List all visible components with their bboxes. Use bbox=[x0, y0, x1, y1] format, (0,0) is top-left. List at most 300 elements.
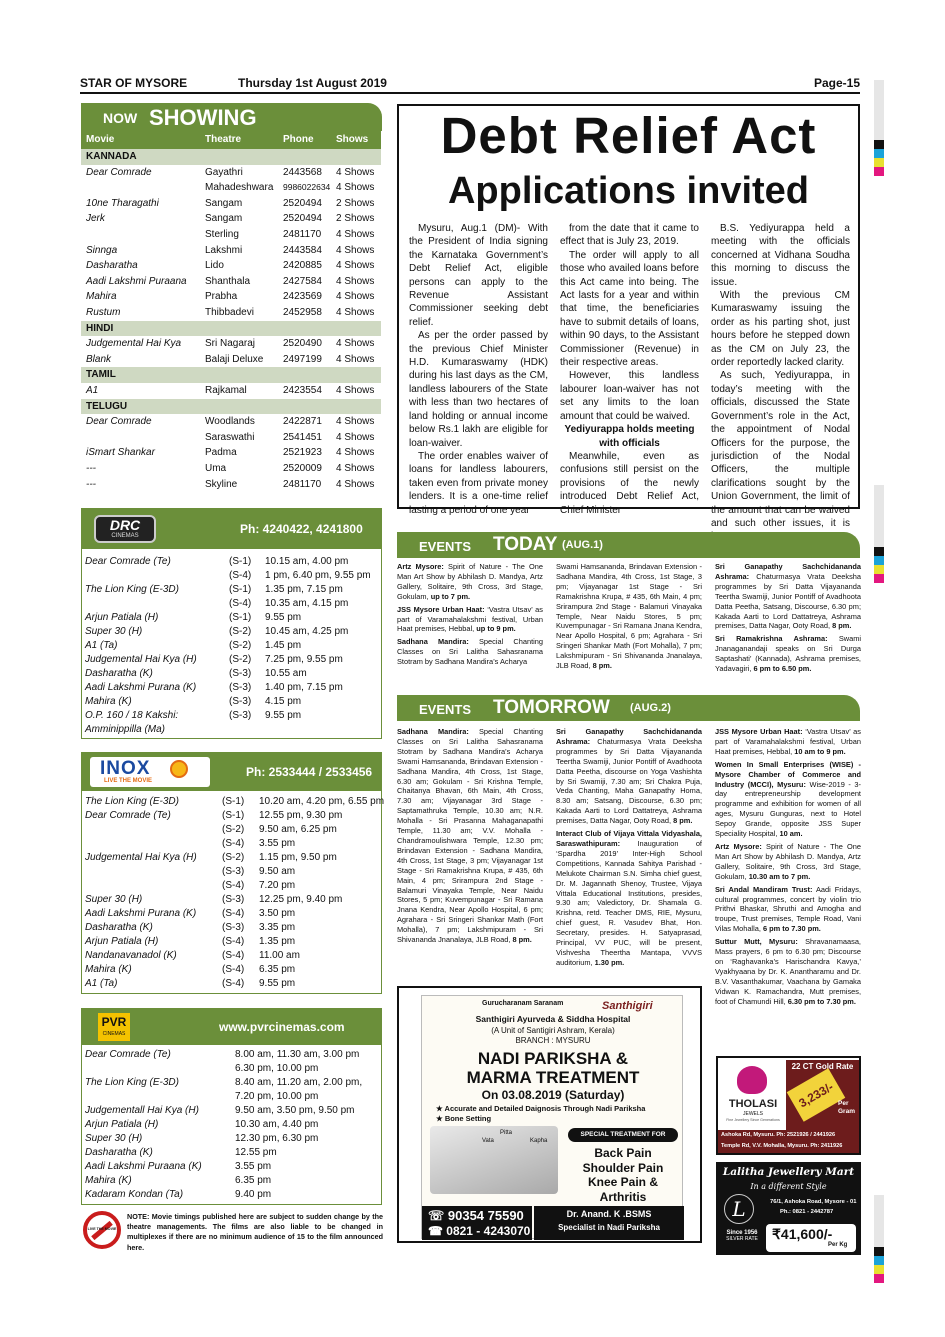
screen-number: (S-3) bbox=[222, 866, 245, 877]
registration-strip bbox=[874, 1274, 884, 1283]
theatre-phone: 2520494 bbox=[283, 213, 322, 225]
event-organizer: Artz Mysore: bbox=[715, 841, 762, 851]
movie-name: Dear Comrade bbox=[86, 416, 152, 428]
registration-strip bbox=[874, 574, 884, 583]
schedule-row bbox=[82, 667, 381, 681]
show-times: 12.30 pm, 6.30 pm bbox=[235, 1133, 319, 1144]
event-organizer: Suttur Mutt, Mysuru: bbox=[715, 937, 798, 947]
events-tomorrow-title-big: TOMORROW bbox=[493, 697, 610, 718]
lalitha-tag: In a different Style bbox=[750, 1182, 827, 1191]
show-times: 9.55 pm bbox=[259, 978, 296, 989]
headline-sub: Applications invited bbox=[447, 170, 810, 212]
screen-number: (S-4) bbox=[229, 598, 252, 609]
movie-name: Dasharatha bbox=[86, 260, 138, 272]
schedule-row bbox=[82, 1146, 381, 1160]
screen-number: (S-3) bbox=[229, 668, 252, 679]
movie-name: Rustum bbox=[86, 307, 121, 318]
schedule-row bbox=[82, 1174, 381, 1188]
note-panel bbox=[81, 1209, 382, 1253]
show-times: 10.45 am, 4.25 pm bbox=[265, 626, 349, 637]
screen-number: (S-3) bbox=[229, 682, 252, 693]
event-listing bbox=[397, 562, 543, 602]
screen-number: (S-3) bbox=[229, 710, 252, 721]
schedule-row bbox=[82, 1062, 381, 1076]
event-organizer: Sadhana Mandira: bbox=[397, 637, 469, 647]
show-times: 6.35 pm bbox=[259, 964, 296, 975]
movie-name: Arjun Patiala (H) bbox=[85, 612, 159, 623]
show-count: 4 Shows bbox=[336, 478, 375, 490]
event-time: 6 pm to 7.30 pm. bbox=[762, 924, 821, 934]
article-box bbox=[397, 104, 860, 529]
now-showing-header bbox=[81, 103, 382, 131]
show-count: 4 Shows bbox=[336, 166, 375, 178]
col-shows-header: Shows bbox=[336, 134, 369, 145]
theatre-name: Woodlands bbox=[205, 416, 255, 428]
drc-cinemas-box bbox=[81, 508, 382, 739]
ad-title-2: MARMA TREATMENT bbox=[466, 1068, 640, 1087]
schedule-row bbox=[82, 569, 381, 583]
event-listing bbox=[556, 727, 702, 826]
event-details: Special Chanting Classes on Sri Lalitha Sahasranama Stotram by Sadhana Mandira’s Acharya Swami Hamsananda, Brindavan Extension - Sadhana Mandira, 4th Cross, 1st Stage, 6.30 am; Gokulam - Sri Krishna Temple, Chaitanya Bhavan, 6th Main, 4th Cross, 7.30 am; Vijayanagar 3rd Stage - Saptamathruka Temple, 10.30 am; N.R. Mohalla - Sri Prasanna Mahaganapathi Temple, 11.30 am; V.V. Mohalla - Chandramoulishwara Temple, 12.30 pm; Brindavan Extension - Sadhana Mandira, 4th Cross, 1st Stage, 3 pm; Vijayanagar 1st Stage - Sri Ramakrishna Krupa, # 435, 6th Main, 4 pm; Srirampura 2nd Stage - Balamuri Vinayaka Temple, Near Naidu Stores, 5 pm; Kuvempunagar - Sri Ramana Jnana Kendra, Near Apollo Hospital, 6 pm; Agrahara - Sri Sringeri Shankar Math (Fort Mohalla), 7 pm; Lakshmipuram - Sri Shivananda Jnanalaya, JLB Road, bbox=[397, 727, 543, 945]
pvr-header bbox=[82, 1009, 381, 1045]
events-today-column-3 bbox=[715, 562, 861, 677]
tholasi-tag: Fine Jewellery Since Generations bbox=[726, 1118, 780, 1122]
movie-name: Judgementall Hai Kya (H) bbox=[85, 1105, 199, 1116]
ad-label-kapha: Kapha bbox=[530, 1138, 548, 1144]
theatre-phone: 2423569 bbox=[283, 291, 322, 303]
show-count: 4 Shows bbox=[336, 260, 375, 272]
issue-date: Thursday 1st August 2019 bbox=[238, 76, 387, 90]
table-row bbox=[81, 477, 381, 493]
tholasi-rate-title: 22 CT Gold Rate bbox=[791, 1062, 854, 1071]
schedule-row bbox=[82, 653, 381, 667]
event-listing bbox=[715, 760, 861, 839]
lalitha-ad bbox=[716, 1162, 861, 1255]
lalitha-monogram-icon: L bbox=[724, 1194, 754, 1224]
event-organizer: JSS Mysore Urban Haat: bbox=[715, 727, 803, 736]
schedule-row bbox=[82, 963, 381, 977]
theatre-name: Rajkamal bbox=[205, 385, 247, 396]
movie-name: Jerk bbox=[86, 213, 105, 225]
table-row bbox=[81, 430, 381, 446]
article-paragraph: Mysuru, Aug.1 (DM)- With the President of India signing the Karnataka Government’s Debt Relief Act, eligible persons can apply to the Revenue Assistant Commissioner seeking debt relief. bbox=[409, 223, 548, 328]
movie-name: Judgemental Hai Kya (H) bbox=[85, 852, 197, 863]
event-organizer: JSS Mysore Urban Haat: bbox=[397, 604, 485, 614]
registration-strip bbox=[874, 80, 884, 140]
ad-label-pitta: Pitta bbox=[500, 1130, 513, 1136]
theatre-name: Sterling bbox=[205, 229, 239, 240]
movie-name: Dear Comrade (Te) bbox=[85, 1049, 171, 1060]
theatre-phone: 2427584 bbox=[283, 275, 322, 287]
schedule-row bbox=[82, 1048, 381, 1062]
ad-brand: Santhigiri bbox=[602, 1000, 653, 1012]
table-row bbox=[81, 274, 381, 290]
movie-name: Amminippilla (Ma) bbox=[85, 724, 166, 735]
event-organizer: Artz Mysore: bbox=[397, 562, 444, 571]
lalitha-address: 76/1, Ashoka Road, Mysore - 01 bbox=[770, 1199, 857, 1205]
schedule-row bbox=[82, 1104, 381, 1118]
event-time: up to 9 pm. bbox=[476, 624, 516, 634]
schedule-row bbox=[82, 851, 381, 865]
events-tomorrow-header bbox=[397, 695, 860, 721]
no-entry-icon bbox=[83, 1211, 121, 1249]
theatre-name: Lido bbox=[205, 260, 224, 272]
article-paragraph: With the previous CM Kumaraswamy issuing the order as his parting shot, just hours before he stepped down as the CM on July 23, the order reportedly lacked clarity. bbox=[711, 290, 850, 369]
screen-number: (S-4) bbox=[222, 880, 245, 891]
table-row bbox=[81, 258, 381, 274]
theatre-name: Shanthala bbox=[205, 275, 251, 287]
movie-name: The Lion King (E-3D) bbox=[85, 584, 179, 595]
table-row bbox=[81, 305, 381, 321]
event-time: up to 7 pm. bbox=[430, 591, 471, 601]
table-row bbox=[81, 243, 381, 259]
ad-top-line: Gurucharanam Saranam bbox=[482, 1000, 564, 1007]
screen-number: (S-1) bbox=[229, 612, 252, 623]
theatre-phone: 2481170 bbox=[283, 229, 322, 240]
screen-number: (S-4) bbox=[229, 570, 252, 581]
ad-phone-box bbox=[422, 1206, 532, 1240]
events-tomorrow-column-1 bbox=[397, 727, 543, 948]
schedule-row bbox=[82, 681, 381, 695]
ad-special-label: SPECIAL TREATMENT FOR bbox=[568, 1128, 678, 1142]
col-phone-header: Phone bbox=[283, 134, 314, 145]
article-column-3 bbox=[711, 222, 850, 544]
tholasi-logo bbox=[720, 1060, 786, 1130]
lalitha-per: Per Kg bbox=[828, 1242, 848, 1248]
table-row bbox=[81, 352, 381, 368]
inox-header bbox=[82, 753, 381, 791]
movie-name: Kadaram Kondan (Ta) bbox=[85, 1189, 184, 1200]
schedule-row bbox=[82, 907, 381, 921]
screen-number: (S-2) bbox=[222, 824, 245, 835]
tholasi-addr-2: Temple Rd, V.V. Mohalla, Mysuru. Ph: 2411926 bbox=[721, 1143, 843, 1149]
events-today-column-1 bbox=[397, 562, 543, 670]
lalitha-since: Since 1956 bbox=[726, 1230, 758, 1236]
lalitha-brand: Lalitha Jewellery Mart bbox=[722, 1166, 855, 1178]
category-row bbox=[81, 399, 381, 415]
registration-strip bbox=[874, 565, 884, 574]
event-listing bbox=[715, 562, 861, 631]
col-movie-header: Movie bbox=[86, 134, 115, 145]
show-count: 2 Shows bbox=[336, 197, 375, 209]
category-label: TAMIL bbox=[86, 369, 116, 381]
event-details: Special Chanting Classes on Sri Lalitha Sahasranama Stotram by Sadhana Mandira’s Acharya bbox=[397, 637, 543, 667]
santhigiri-ad-inner bbox=[421, 995, 683, 1239]
schedule-row bbox=[82, 1118, 381, 1132]
col-theatre-header: Theatre bbox=[205, 134, 242, 145]
show-count: 4 Shows bbox=[336, 229, 375, 240]
drc-logo-text: DRC bbox=[109, 517, 141, 533]
theatre-name: Sangam bbox=[205, 213, 243, 225]
table-row bbox=[81, 289, 381, 305]
registration-strip bbox=[874, 556, 884, 565]
movie-name: A1 (Ta) bbox=[85, 640, 118, 651]
inox-phone: Ph: 2533444 / 2533456 bbox=[246, 765, 373, 779]
lalitha-price: ₹41,600/- bbox=[772, 1226, 833, 1242]
event-details: Spirit of Nature - The One Man Art Show by Abhilash D. Mandya, Artz Gallery, Solitaire, 9th Cross, 3rd Stage, Gokulam, bbox=[715, 841, 862, 881]
show-times: 7.20 pm, 10.00 pm bbox=[235, 1091, 319, 1102]
screen-number: (S-4) bbox=[222, 950, 245, 961]
note-text: NOTE: Movie timings published here are subject to sudden change by the theatre managements. The films are also liable to be changed in multiplexes if there are no minimum audience of 15 to the film announced here. bbox=[127, 1212, 383, 1252]
schedule-row bbox=[82, 949, 381, 963]
show-count: 4 Shows bbox=[336, 447, 375, 459]
movie-name: Mahira (K) bbox=[85, 964, 132, 975]
category-row bbox=[81, 367, 381, 383]
schedule-row bbox=[82, 583, 381, 597]
movie-name: Aadi Lakshmi Puraana bbox=[86, 275, 187, 287]
movie-name: Sinnga bbox=[86, 244, 118, 256]
screen-number: (S-3) bbox=[222, 894, 245, 905]
theatre-name: Balaji Deluxe bbox=[205, 353, 264, 365]
ad-label-vata: Vata bbox=[482, 1138, 494, 1144]
show-times: 11.00 am bbox=[259, 950, 300, 961]
table-row bbox=[81, 445, 381, 461]
event-details: Swami Jnanaganandaji speaks on Sri Durga Saptashati’ (Kannada), Ashrama premises, Yadavagiri, bbox=[715, 634, 861, 674]
events-tomorrow-column-2 bbox=[556, 727, 702, 971]
movie-name: Aadi Lakshmi Purana (K) bbox=[85, 682, 197, 693]
event-organizer: Women In Small Enterprises (WISE) - Mysore Chamber of Commerce and Industry (MCCI), Mysuru: bbox=[715, 759, 861, 789]
article-column-1 bbox=[409, 222, 548, 517]
movie-name: Dasharatha (K) bbox=[85, 922, 153, 933]
event-listing bbox=[715, 937, 861, 1006]
schedule-row bbox=[82, 625, 381, 639]
lalitha-phone: Ph.: 0821 - 2442787 bbox=[780, 1209, 834, 1215]
movie-name: Nandanavanadol (K) bbox=[85, 950, 177, 961]
event-organizer: Sadhana Mandira: bbox=[397, 727, 469, 736]
schedule-row bbox=[82, 809, 381, 823]
inox-logo-text: INOX bbox=[100, 758, 151, 779]
movie-name: Mahira bbox=[86, 291, 117, 303]
event-time: 8 pm. bbox=[592, 661, 612, 671]
movie-name: 10ne Tharagathi bbox=[86, 197, 159, 209]
screen-number: (S-1) bbox=[222, 796, 245, 807]
show-times: 12.55 pm bbox=[235, 1147, 277, 1158]
movie-name: --- bbox=[86, 463, 96, 474]
show-count: 4 Shows bbox=[336, 275, 375, 287]
movie-name: Arjun Patiala (H) bbox=[85, 936, 159, 947]
inox-logo bbox=[90, 757, 210, 787]
movie-name: O.P. 160 / 18 Kakshi: bbox=[85, 710, 179, 721]
table-row bbox=[81, 211, 381, 227]
article-paragraph: Meanwhile, even as confusions still persist on the provisions of the newly introduced Debt Relief Act, Chief Minister bbox=[560, 450, 699, 516]
show-times: 3.55 pm bbox=[259, 838, 296, 849]
event-organizer: Sri Andal Mandiram Trust: bbox=[715, 884, 813, 894]
show-times: 4.15 pm bbox=[265, 696, 302, 707]
ad-title-1: NADI PARIKSHA & bbox=[477, 1049, 629, 1068]
events-tomorrow-column-3 bbox=[715, 727, 861, 1009]
movie-name: Dasharatha (K) bbox=[85, 668, 153, 679]
pvr-url[interactable]: www.pvrcinemas.com bbox=[219, 1020, 345, 1034]
ad-bullet-1: ★ Accurate and Detailed Daignosis Through Nadi Pariksha bbox=[436, 1104, 646, 1113]
theatre-phone: 2497199 bbox=[283, 353, 322, 365]
movie-name: A1 (Ta) bbox=[85, 978, 118, 989]
show-times: 1 pm, 6.40 pm, 9.55 pm bbox=[265, 570, 371, 581]
movie-name: Dear Comrade (Te) bbox=[85, 810, 171, 821]
ad-treatments bbox=[568, 1146, 678, 1204]
registration-strip bbox=[874, 1256, 884, 1265]
peacock-icon bbox=[737, 1066, 767, 1094]
event-organizer: Interact Club of Vijaya Vittala Vidyashala, Saraswathipuram: bbox=[556, 829, 702, 848]
screen-number: (S-4) bbox=[222, 936, 245, 947]
ad-hospital: Santhigiri Ayurveda & Siddha Hospital bbox=[475, 1014, 631, 1024]
screen-number: (S-3) bbox=[229, 696, 252, 707]
show-times: 12.25 pm, 9.40 pm bbox=[259, 894, 343, 905]
event-details: Chaturmasya Vrata Deeksha programmes by Sri Datta Vijayananda Teertha Swamiji, Junior Pontiff of Avadhoota Datta Peetha, discourse on Yoga Vashishta by Sri Swamiji, 7.30 am; Sri Chakra Puja, Veda Chanting, Maha Ganapathy Homa, 8.30 am; Satsang, Discourse, 6.30 pm; Kakada Aarti to Lord Dattatreya, Ashrama premises, Datta Nagar, Ooty Road, bbox=[556, 736, 702, 826]
pvr-cinemas-box bbox=[81, 1008, 382, 1205]
schedule-row bbox=[82, 639, 381, 653]
schedule-row bbox=[82, 837, 381, 851]
table-row bbox=[81, 383, 381, 399]
headline-main: Debt Relief Act bbox=[440, 107, 817, 164]
events-tomorrow-date: (AUG.2) bbox=[630, 702, 671, 714]
screen-number: (S-3) bbox=[222, 922, 245, 933]
theatre-phone: 2521923 bbox=[283, 447, 322, 459]
page-number: Page-15 bbox=[813, 76, 860, 90]
event-details: Inauguration of ‘Spardha 2019’ Inter-High School Competitions, Kannada Sahitya Parishad - Melukote Chairman S.N. Simha chief guest, Dr. M. Jagannath Shenoy, Trustee, Vijaya Vittala Educational Institutions, presides, 9.30 am; Valedictory, Dr. Shamala G. Krishna, retd. Teacher DMS, RIE, Mysuru, chief guest, R. Vasudev Bhat, Hon. Secretary, presides. H. Satyaprasad, Principal, VV PUC, will be present, Vishvesha Theertha Mantapa, VVVS auditorium, bbox=[556, 838, 702, 967]
paper-name: STAR OF MYSORE bbox=[80, 76, 188, 90]
registration-strip bbox=[874, 1195, 884, 1247]
theatre-phone: 2452958 bbox=[283, 307, 322, 318]
event-listing bbox=[397, 605, 543, 635]
event-listing bbox=[556, 829, 702, 968]
event-listing bbox=[715, 634, 861, 674]
article-subheading: Yediyurappa holds meeting with officials bbox=[564, 424, 695, 449]
registration-strip bbox=[874, 149, 884, 158]
schedule-row bbox=[82, 1076, 381, 1090]
event-time: 8 pm. bbox=[512, 935, 532, 945]
lalitha-silver: SILVER RATE bbox=[726, 1236, 758, 1242]
screen-number: (S-4) bbox=[222, 978, 245, 989]
movie-name: The Lion King (E-3D) bbox=[85, 796, 179, 807]
show-times: 6.35 pm bbox=[235, 1175, 272, 1186]
note-sign-text: LIVE THE MOVIE bbox=[87, 1227, 117, 1231]
movie-name: Super 30 (H) bbox=[85, 894, 143, 905]
registration-strip bbox=[874, 140, 884, 149]
event-organizer: Sri Ganapathy Sachchidananda Ashrama: bbox=[556, 727, 702, 746]
show-times: 1.15 pm, 9.50 pm bbox=[259, 852, 337, 863]
event-organizer: Sri Ganapathy Sachchidananda Ashrama: bbox=[715, 562, 861, 581]
event-listing bbox=[715, 727, 861, 757]
schedule-row bbox=[82, 977, 381, 991]
show-times: 9.40 pm bbox=[235, 1189, 272, 1200]
ad-phone-1-text: 90354 75590 bbox=[447, 1208, 524, 1223]
events-today-column-2 bbox=[556, 562, 702, 674]
schedule-row bbox=[82, 597, 381, 611]
lalitha-price-box bbox=[766, 1224, 856, 1252]
pulse-reading-image bbox=[430, 1126, 558, 1194]
events-today-header bbox=[397, 532, 860, 558]
show-count: 4 Shows bbox=[336, 416, 375, 428]
event-listing bbox=[556, 562, 702, 671]
schedule-row bbox=[82, 709, 381, 723]
theatre-name: Mahadeshwara bbox=[205, 182, 274, 194]
category-label: KANNADA bbox=[86, 151, 137, 162]
show-count: 4 Shows bbox=[336, 431, 375, 443]
drc-phone: Ph: 4240422, 4241800 bbox=[240, 522, 363, 536]
event-listing bbox=[715, 885, 861, 935]
movie-name: A1 bbox=[86, 385, 99, 396]
schedule-row bbox=[82, 723, 381, 737]
tholasi-address bbox=[718, 1130, 859, 1153]
event-details: Spirit of Nature - The One Man Art Show by Abhilash D. Mandya, Artz Gallery, Solitaire, 9th Cross, 3rd Stage, Gokulam, bbox=[397, 562, 544, 601]
masthead bbox=[80, 76, 860, 94]
theatre-name: Sangam bbox=[205, 197, 243, 209]
event-details: ‘Vastra Utsav’ as part of Varamahalakshmi festival, Urban Haat premises, Hebbal, bbox=[397, 604, 543, 634]
show-times: 6.30 pm, 10.00 pm bbox=[235, 1063, 319, 1074]
drc-header bbox=[82, 509, 381, 549]
schedule-row bbox=[82, 1090, 381, 1104]
show-times: 1.35 pm bbox=[259, 936, 296, 947]
registration-strip bbox=[874, 1265, 884, 1274]
category-row bbox=[81, 321, 381, 337]
article-paragraph: B.S. Yediyurappa held a meeting with the officials concerned at Vidhana Soudha this morning to discuss the issue. bbox=[711, 223, 850, 288]
article-paragraph: As per the order passed by the previous Chief Minister H.D. Kumaraswamy (HDK) during his last days as the CM, landless labourers of the State with less than two hectares of land holding or annual income below Rs.1 lakh are eligible for loan-waiver. bbox=[409, 330, 548, 449]
ad-branch: BRANCH : MYSURU bbox=[515, 1036, 591, 1045]
show-count: 4 Shows bbox=[336, 338, 375, 350]
movie-name: Dear Comrade bbox=[86, 166, 152, 178]
movie-name: Judgemental Hai Kya bbox=[86, 338, 182, 350]
screen-number: (S-1) bbox=[229, 556, 252, 567]
schedule-row bbox=[82, 1132, 381, 1146]
event-time: 10 am. bbox=[779, 829, 803, 839]
show-times: 3.55 pm bbox=[235, 1161, 272, 1172]
article-paragraph: from the date that it came to effect that is July 23, 2019. bbox=[560, 223, 699, 248]
event-time: 6 pm to 6.50 pm. bbox=[753, 664, 812, 674]
article-column-2 bbox=[560, 222, 699, 517]
tholasi-addr-1: Ashoka Rd, Mysuru. Ph: 2521926 / 2441926 bbox=[721, 1132, 836, 1138]
event-time: 10 am to 9 pm. bbox=[794, 746, 846, 756]
theatre-phone: 2520490 bbox=[283, 338, 322, 350]
ad-doctor-box bbox=[534, 1206, 684, 1240]
show-count: 4 Shows bbox=[336, 353, 375, 365]
ad-phone-2: ☎ 0821 - 4243070 bbox=[428, 1224, 531, 1238]
schedule-row bbox=[82, 611, 381, 625]
events-today-title-big: TODAY bbox=[493, 534, 558, 555]
screen-number: (S-2) bbox=[222, 852, 245, 863]
ad-treatment-4: Arthritis bbox=[599, 1189, 647, 1204]
now-showing-panel bbox=[81, 103, 382, 494]
show-times: 7.20 pm bbox=[259, 880, 296, 891]
article-paragraph: However, this landless labourer loan-waiver has not set any limits to the loan amount that could be waived. bbox=[560, 370, 699, 422]
movie-name: Aadi Lakshmi Purana (K) bbox=[85, 908, 197, 919]
theatre-phone: 2423554 bbox=[283, 385, 322, 396]
show-times: 10.20 am, 4.20 pm, 6.55 pm bbox=[259, 796, 385, 807]
schedule-row bbox=[82, 1188, 381, 1202]
event-details: Shravanamaasa, Mass prayers, 6 pm to 6.30 pm; Discourse on ‘Raghavanka’s Harischandra Kavya,’ Vyakhyaana by Dr. K. Anantharamu and Dr. B.V. Vasanthakumar, Vaachana by Gamaka Vidwan K. Ramachandra, Mutt premises, foot of Chamundi Hill, bbox=[715, 937, 861, 1006]
category-label: HINDI bbox=[86, 322, 114, 334]
events-today-date: (AUG.1) bbox=[562, 539, 603, 551]
ad-treatment-1: Back Pain bbox=[594, 1146, 652, 1160]
show-count: 4 Shows bbox=[336, 244, 375, 256]
theatre-phone: 2541451 bbox=[283, 431, 322, 443]
table-row bbox=[81, 180, 381, 196]
theatre-name: Thibbadevi bbox=[205, 307, 254, 318]
event-details: Chaturmasya Vrata Deeksha programmes by Sri Datta Vijayananda Teertha Swamiji, Junior Pontiff of Avadhoota Datta Peetha, Satsang, Discourse, 6.30 pm; Kakada Aarti to Lord Dattatreya, Ashrama premises, Datta Nagar, Ooty Road, bbox=[715, 571, 861, 631]
registration-strip bbox=[874, 1247, 884, 1256]
schedule-row bbox=[82, 823, 381, 837]
table-row bbox=[81, 414, 381, 430]
registration-strip bbox=[874, 547, 884, 556]
lalitha-since-box bbox=[722, 1230, 762, 1242]
show-count: 4 Shows bbox=[336, 291, 375, 303]
movie-name: Super 30 (H) bbox=[85, 1133, 143, 1144]
theatre-name: Uma bbox=[205, 463, 227, 474]
schedule-row bbox=[82, 921, 381, 935]
show-times: 1.35 pm, 7.15 pm bbox=[265, 584, 343, 595]
ad-doctor: Dr. Anand. K .BSMS bbox=[566, 1209, 652, 1219]
movie-name: Dear Comrade (Te) bbox=[85, 556, 171, 567]
inox-sun-icon bbox=[170, 760, 188, 778]
